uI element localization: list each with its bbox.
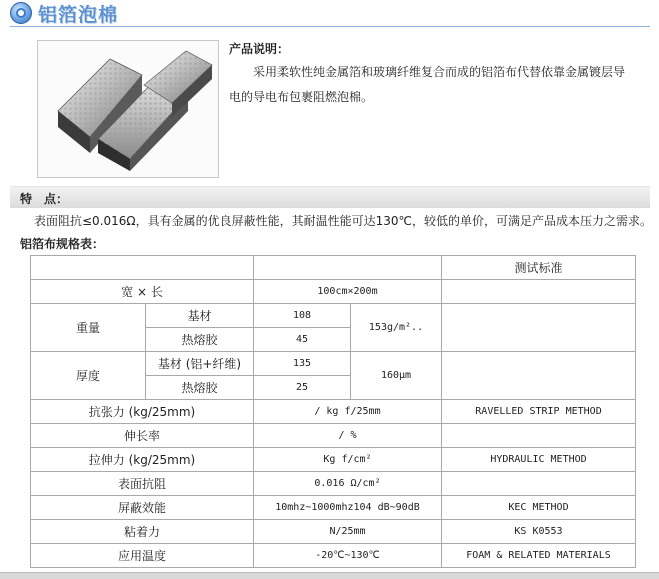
- thickness-sub2-label: 热熔胶: [146, 376, 254, 400]
- table-row: [31, 544, 636, 568]
- shielding-label: 屏蔽效能: [31, 496, 254, 520]
- table-row: [31, 280, 636, 304]
- weight-label: 重量: [31, 304, 146, 352]
- thickness-sub1-value: 135: [254, 352, 351, 376]
- shielding-test: KEC METHOD: [442, 496, 636, 520]
- features-bar: [10, 186, 650, 208]
- weight-test: [442, 304, 636, 352]
- table-row: [31, 352, 636, 376]
- bullet-circle-icon: [10, 2, 32, 24]
- test-standard-header: 测试标准: [442, 256, 636, 280]
- features-text: 表面阻抗≤0.016Ω，具有金属的优良屏蔽性能，其耐温性能可达130℃，较低的单价，可满足产品成本压力之需求。: [34, 214, 652, 228]
- adhesion-test: KS K0553: [442, 520, 636, 544]
- temperature-test: FOAM & RELATED MATERIALS: [442, 544, 636, 568]
- table-row: [31, 448, 636, 472]
- spec-table-title: 铝箔布规格表：: [20, 237, 105, 251]
- tensile-test: RAVELLED STRIP METHOD: [442, 400, 636, 424]
- resistance-value: 0.016 Ω/cm²: [254, 472, 442, 496]
- weight-sub2-value: 45: [254, 328, 351, 352]
- weight-sub1-value: 108: [254, 304, 351, 328]
- table-row: [31, 496, 636, 520]
- product-photo: [37, 40, 219, 178]
- tensile-value: / kg f/25mm: [254, 400, 442, 424]
- table-row: [31, 256, 636, 280]
- thickness-sub1-label: 基材 (铝+纤维): [146, 352, 254, 376]
- page-title: 铝箔泡棉: [38, 4, 119, 26]
- thickness-total: 160μm: [351, 352, 442, 400]
- temperature-value: -20℃~130℃: [254, 544, 442, 568]
- table-row: [31, 520, 636, 544]
- features-title: 特 点：: [20, 192, 69, 206]
- resistance-label: 表面抗阻: [31, 472, 254, 496]
- thickness-sub2-value: 25: [254, 376, 351, 400]
- tensile-label: 抗张力 (kg/25mm): [31, 400, 254, 424]
- product-description-title: 产品说明：: [229, 42, 290, 56]
- table-row: [31, 400, 636, 424]
- shielding-value: 10mhz~1000mhz104 dB~90dB: [254, 496, 442, 520]
- size-test: [442, 280, 636, 304]
- weight-total: 153g/m²..: [351, 304, 442, 352]
- resistance-test: [442, 472, 636, 496]
- table-row: [31, 424, 636, 448]
- table-row: [31, 304, 636, 328]
- elongation-label: 伸长率: [31, 424, 254, 448]
- temperature-label: 应用温度: [31, 544, 254, 568]
- elongation-test: [442, 424, 636, 448]
- header-divider: [10, 26, 650, 27]
- size-value: 100cm×200m: [254, 280, 442, 304]
- elongation-value: / %: [254, 424, 442, 448]
- adhesion-value: N/25mm: [254, 520, 442, 544]
- table-cell: [254, 256, 442, 280]
- page-header: [0, 0, 659, 28]
- size-label: 宽 × 长: [31, 280, 254, 304]
- weight-sub1-label: 基材: [146, 304, 254, 328]
- weight-sub2-label: 热熔胶: [146, 328, 254, 352]
- table-row: [31, 472, 636, 496]
- thickness-label: 厚度: [31, 352, 146, 400]
- adhesion-label: 粘着力: [31, 520, 254, 544]
- thickness-test: [442, 352, 636, 400]
- burst-value: Kg f/cm²: [254, 448, 442, 472]
- table-cell: [31, 256, 254, 280]
- spec-table: [30, 255, 636, 568]
- aluminum-foam-image: [38, 41, 218, 177]
- burst-test: HYDRAULIC METHOD: [442, 448, 636, 472]
- burst-label: 拉伸力 (kg/25mm): [31, 448, 254, 472]
- product-description-text: 采用柔软性纯金属箔和玻璃纤维复合而成的铝箔布代替依靠金属镀层导电的导电布包裹阻燃泡棉。: [229, 65, 626, 104]
